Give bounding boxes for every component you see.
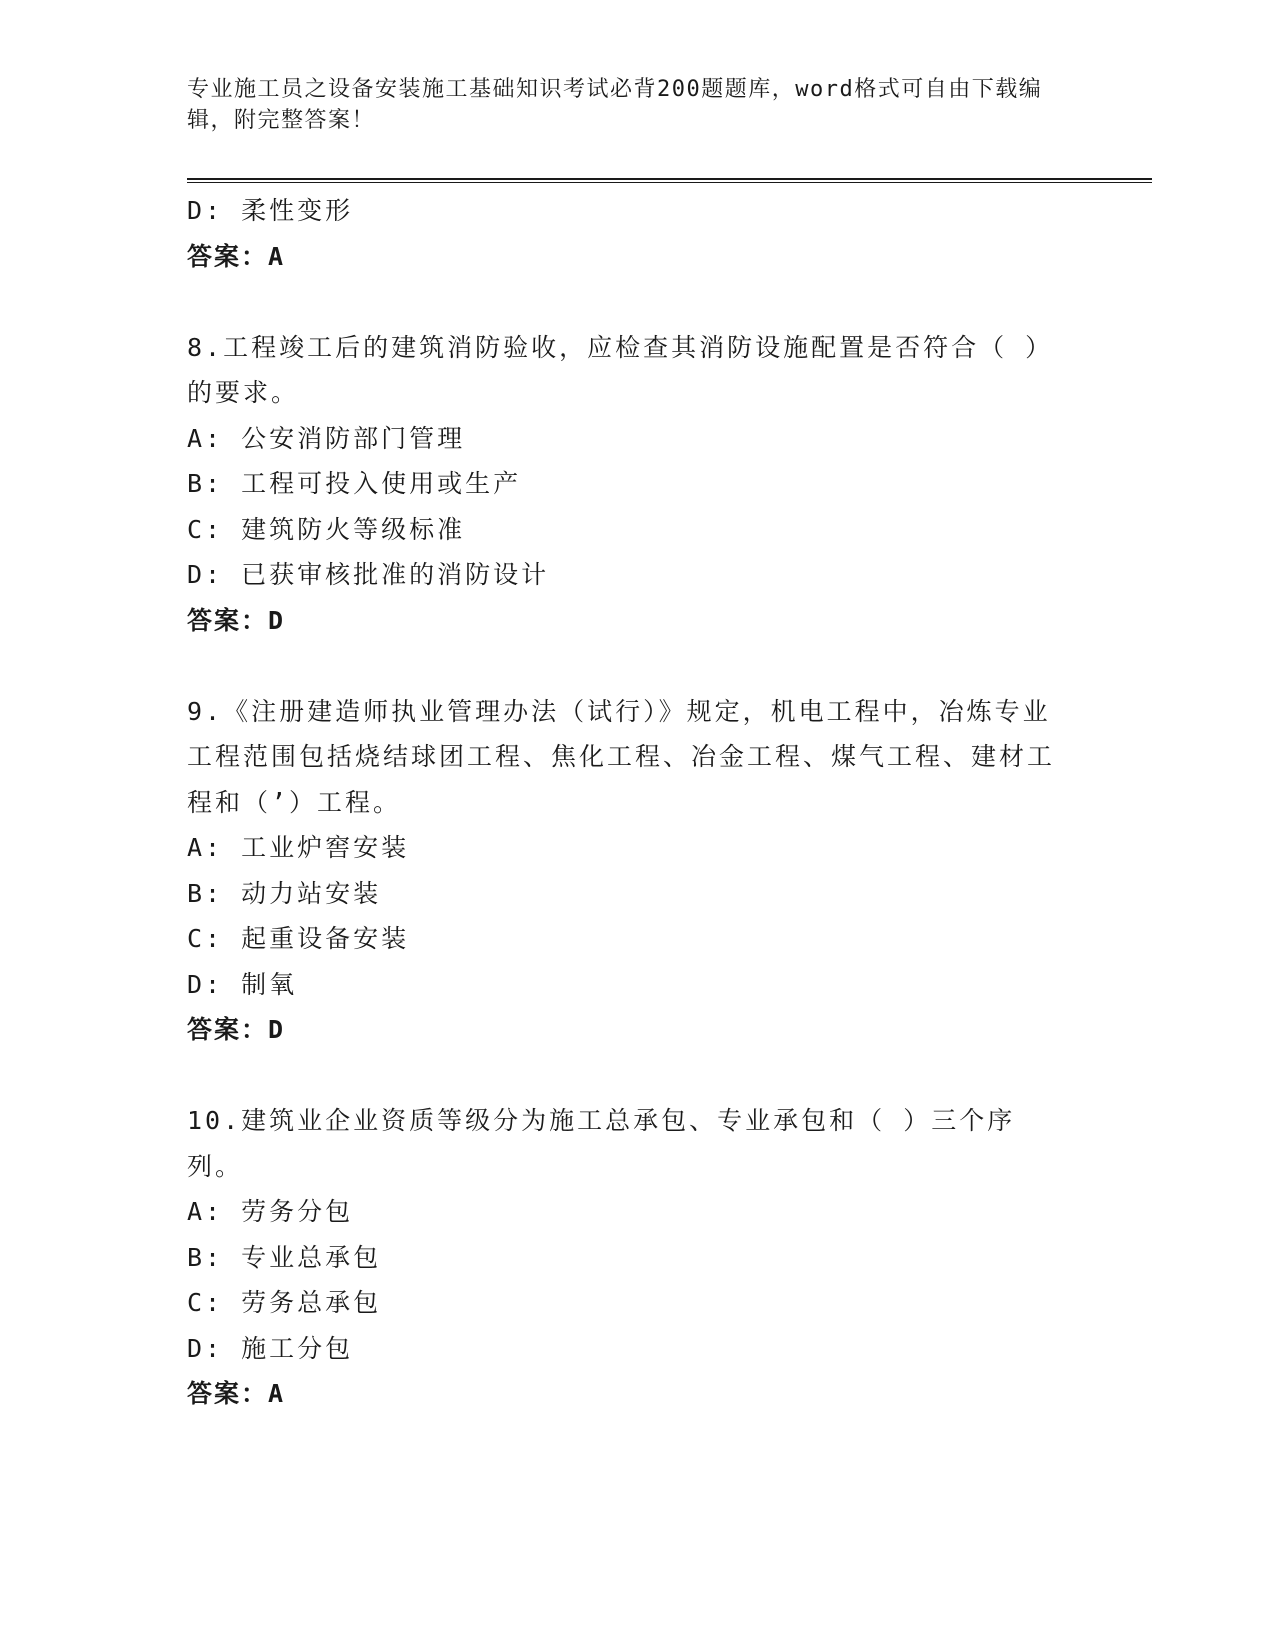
option-d: D: 已获审核批准的消防设计 — [187, 560, 550, 589]
answer: 答案：A — [187, 241, 286, 271]
question-10 — [187, 1098, 1067, 1417]
answer: 答案：A — [187, 1379, 286, 1408]
option-d: D: 制氧 — [187, 969, 298, 999]
spacer — [187, 279, 1067, 325]
option-d: D: 施工分包 — [187, 1333, 354, 1363]
option-a: A: 劳务分包 — [187, 1197, 354, 1226]
option-a: A: 公安消防部门管理 — [187, 423, 466, 453]
answer: 答案：D — [187, 605, 286, 635]
option-c: C: 劳务总承包 — [187, 1288, 382, 1317]
option-b: B: 动力站安装 — [187, 878, 382, 908]
answer: 答案：D — [187, 1015, 286, 1044]
question-text: 8.工程竣工后的建筑消防验收，应检查其消防设施配置是否符合（ ）的要求。 — [187, 332, 1054, 407]
spacer — [187, 643, 1067, 689]
header-divider-thin — [187, 182, 1152, 183]
option-c: C: 起重设备安装 — [187, 924, 410, 953]
option-d: D: 柔性变形 — [187, 196, 354, 225]
question-8 — [187, 325, 1067, 644]
question-text: 10.建筑业企业资质等级分为施工总承包、专业承包和（ ）三个序列。 — [187, 1106, 1016, 1181]
question-text: 9.《注册建造师执业管理办法（试行）》规定，机电工程中，冶炼专业工程范围包括烧结球团工程、焦化工程、冶金工程、煤气工程、建材工程和（’）工程。 — [187, 696, 1056, 817]
question-9 — [187, 689, 1067, 1053]
document-header: 专业施工员之设备安装施工基础知识考试必背200题题库，word格式可自由下载编辑，附完整答案！ — [187, 77, 1043, 133]
document-body — [187, 188, 1067, 1417]
spacer — [187, 1053, 1067, 1099]
option-a: A: 工业炉窖安装 — [187, 833, 410, 862]
option-b: B: 专业总承包 — [187, 1242, 382, 1272]
option-c: C: 建筑防火等级标准 — [187, 514, 466, 544]
option-b: B: 工程可投入使用或生产 — [187, 469, 522, 498]
header-divider — [187, 178, 1152, 180]
